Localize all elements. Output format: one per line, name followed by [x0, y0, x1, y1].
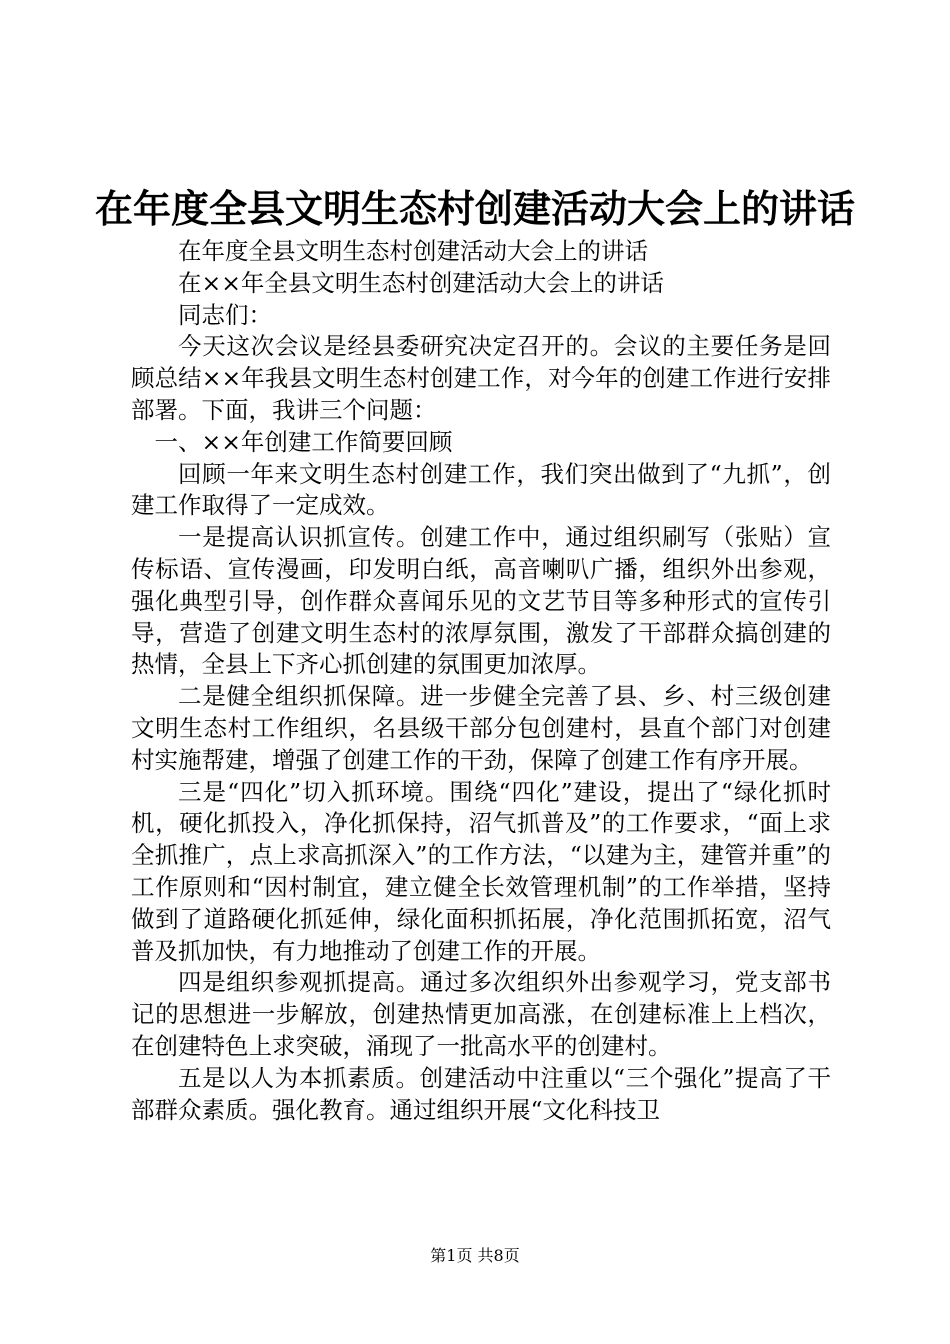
paragraph-salutation: 同志们：: [178, 300, 272, 329]
paragraph-review: 回顾一年来文明生态村创建工作，我们突出做到了“九抓”，创建工作取得了一定成效。: [131, 459, 831, 520]
paragraph-point-1: 一是提高认识抓宣传。创建工作中，通过组织刷写（张贴）宣传标语、宣传漫画，印发明白纸，高音喇叭广播，组织外出参观，强化典型引导，创作群众喜闻乐见的文艺节目等多种形式的宣传引导，营造了创建文明生态村的浓厚氛围，激发了干部群众搞创建的热情，全县上下齐心抓创建的氛围更加浓厚。: [131, 523, 831, 679]
paragraph-point-4: 四是组织参观抓提高。通过多次组织外出参观学习，党支部书记的思想进一步解放，创建热情更加高涨，在创建标准上上档次，在创建特色上求突破，涌现了一批高水平的创建村。: [131, 968, 831, 1060]
document-body: [131, 236, 831, 1126]
paragraph-point-3: 三是“四化”切入抓环境。围绕“四化”建设，提出了“绿化抓时机，硬化抓投入，净化抓保持，沼气抓普及”的工作要求，“面上求全抓推广，点上求高抓深入”的工作方法，“以建为主，建管并重”的工作原则和“因村制宜，建立健全长效管理机制”的工作举措，坚持做到了道路硬化抓延伸，绿化面积抓拓展，净化范围抓拓宽，沼气普及抓加快，有力地推动了创建工作的开展。: [131, 777, 831, 965]
page-number-footer: 第1页 共8页: [430, 1246, 520, 1265]
paragraph-point-2: 二是健全组织抓保障。进一步健全完善了县、乡、村三级创建文明生态村工作组织，名县级干部分包创建村，县直个部门对创建村实施帮建，增强了创建工作的干劲，保障了创建工作有序开展。: [131, 682, 831, 774]
paragraph-subtitle-2: 在××年全县文明生态村创建活动大会上的讲话: [178, 268, 664, 297]
paragraph-point-5: 五是以人为本抓素质。创建活动中注重以“三个强化”提高了干部群众素质。强化教育。通过组织开展“文化科技卫: [131, 1063, 831, 1124]
document-title: 在年度全县文明生态村创建活动大会上的讲话: [94, 187, 855, 231]
paragraph-subtitle-1: 在年度全县文明生态村创建活动大会上的讲话: [178, 237, 648, 265]
paragraph-intro: 今天这次会议是经县委研究决定召开的。会议的主要任务是回顾总结××年我县文明生态村创建工作，对今年的创建工作进行安排部署。下面，我讲三个问题：: [131, 332, 831, 424]
section-heading-1: 一、××年创建工作简要回顾: [154, 427, 453, 456]
